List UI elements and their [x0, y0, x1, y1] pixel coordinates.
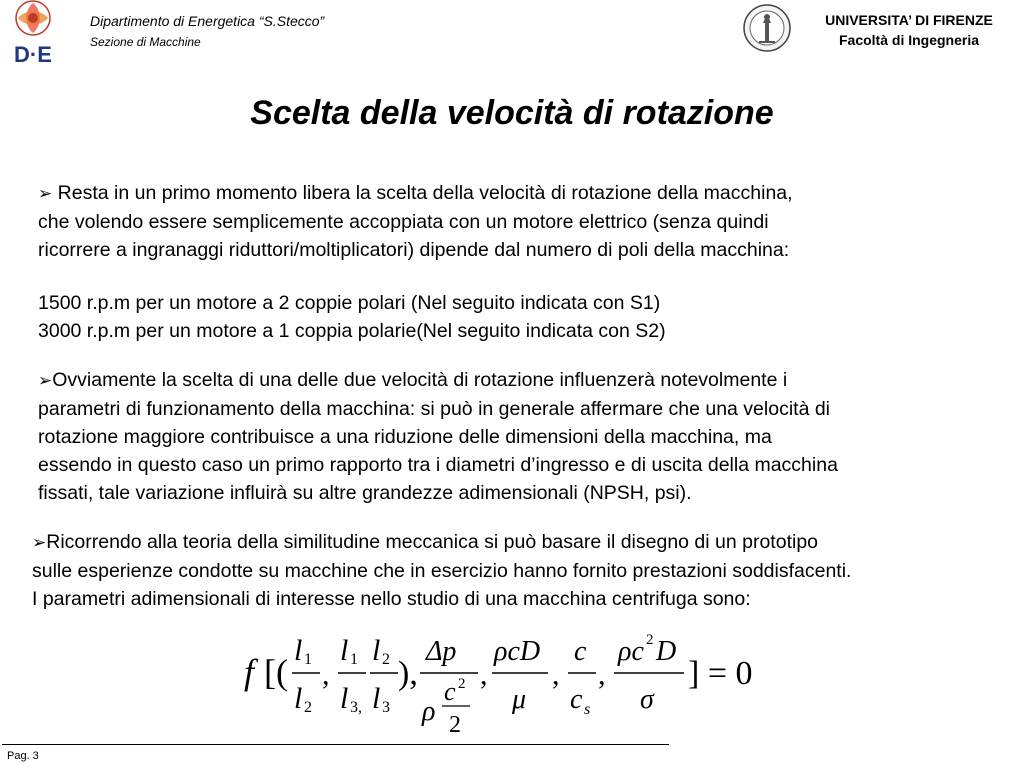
paragraph-speed-influence — [38, 366, 998, 507]
faculty-name: Facoltà di Ingegneria — [838, 32, 980, 48]
department-section: Sezione di Macchine — [90, 35, 201, 49]
text-line: che volendo essere semplicemente accoppiata con un motore elettrico (senza quindi — [38, 211, 769, 233]
svg-text:ρcD: ρcD — [494, 636, 541, 667]
text-line: sulle esperienze condotte su macchine che in esercizio hanno fornito prestazioni soddisfacenti. — [32, 560, 852, 582]
svg-text:ρ: ρ — [422, 696, 436, 727]
text-line: essendo in questo caso un primo rapporto tra i diametri d’ingresso e di uscita della macchina — [38, 454, 838, 476]
svg-text:,: , — [552, 658, 560, 691]
svg-text:2: 2 — [382, 651, 390, 668]
svg-text:,: , — [598, 658, 606, 691]
svg-text:2: 2 — [304, 699, 312, 716]
svg-text:2: 2 — [458, 676, 466, 692]
svg-text:1: 1 — [350, 651, 358, 668]
department-name: Dipartimento di Energetica “S.Stecco” — [90, 13, 325, 29]
text-line: ricorrere a ingranaggi riduttori/moltiplicatori) dipende dal numero di poli della macchina: — [38, 239, 790, 261]
bullet-arrow-icon: ➢ — [32, 533, 47, 552]
text-line: rotazione maggiore contribuisce a una riduzione delle dimensioni della macchina, ma — [38, 426, 772, 448]
page-number: Pag. 3 — [7, 750, 39, 762]
svg-text:,: , — [322, 658, 330, 691]
text-line: fissati, tale variazione influirà su altre grandezze adimensionali (NPSH, psi). — [38, 482, 692, 504]
svg-text:),: ), — [398, 655, 418, 692]
text-line: ➢ Resta in un primo momento libera la scelta della velocità di rotazione della macchina, — [38, 182, 793, 204]
bullet-arrow-icon: ➢ — [38, 371, 53, 390]
slide-title: Scelta della velocità di rotazione — [250, 94, 774, 132]
text-line: parametri di funzionamento della macchina: si può in generale affermare che una velocità di — [38, 398, 831, 420]
speed-s1-line: 1500 r.p.m per un motore a 2 coppie polari (Nel seguito indicata con S1) — [38, 292, 661, 314]
svg-text:c: c — [570, 684, 583, 715]
svg-text:,: , — [480, 658, 488, 691]
svg-text:l: l — [340, 634, 349, 667]
university-name: UNIVERSITA’ DI FIRENZE — [825, 12, 993, 28]
bullet-arrow-icon: ➢ — [38, 184, 53, 203]
footer-divider — [2, 744, 669, 745]
logo-text: D·E — [14, 42, 52, 66]
svg-text:s: s — [584, 701, 591, 718]
svg-text:f: f — [244, 652, 255, 692]
svg-text:l: l — [340, 682, 349, 715]
text-line: I parametri adimensionali di interesse nello studio di una macchina centrifuga sono: — [32, 588, 751, 610]
svg-text:l: l — [294, 682, 303, 715]
svg-text:3: 3 — [382, 699, 390, 716]
text-line: ➢Ovviamente la scelta di una delle due velocità di rotazione influenzerà notevolmente i — [38, 369, 788, 391]
svg-text:2: 2 — [449, 712, 461, 738]
svg-text:c: c — [444, 677, 456, 706]
svg-text:1: 1 — [304, 651, 312, 668]
dimensionless-parameters-formula — [244, 620, 764, 740]
svg-text:l: l — [372, 634, 381, 667]
svg-text:3,: 3, — [350, 699, 362, 716]
svg-text:2: 2 — [646, 632, 654, 648]
text-line: ➢Ricorrendo alla teoria della similitudine meccanica si può basare il disegno di un prototipo — [32, 531, 819, 553]
svg-text:c: c — [574, 636, 587, 667]
svg-text:ρc: ρc — [618, 636, 644, 667]
speed-s2-line: 3000 r.p.m per un motore a 1 coppia polarie(Nel seguito indicata con S2) — [38, 320, 666, 342]
paragraph-speeds — [38, 289, 998, 345]
svg-text:σ: σ — [640, 684, 654, 715]
svg-text:l: l — [294, 634, 303, 667]
svg-text:] = 0: ] = 0 — [688, 655, 753, 692]
paragraph-rotation-choice — [38, 179, 998, 264]
svg-text:[(: [( — [264, 652, 288, 692]
svg-text:l: l — [372, 682, 381, 715]
paragraph-similitude — [32, 528, 1012, 613]
svg-text:D: D — [656, 636, 677, 667]
de-logo — [2, 0, 64, 66]
svg-text:Δp: Δp — [426, 636, 457, 667]
svg-text:μ: μ — [512, 684, 527, 715]
university-seal-icon — [742, 3, 792, 53]
